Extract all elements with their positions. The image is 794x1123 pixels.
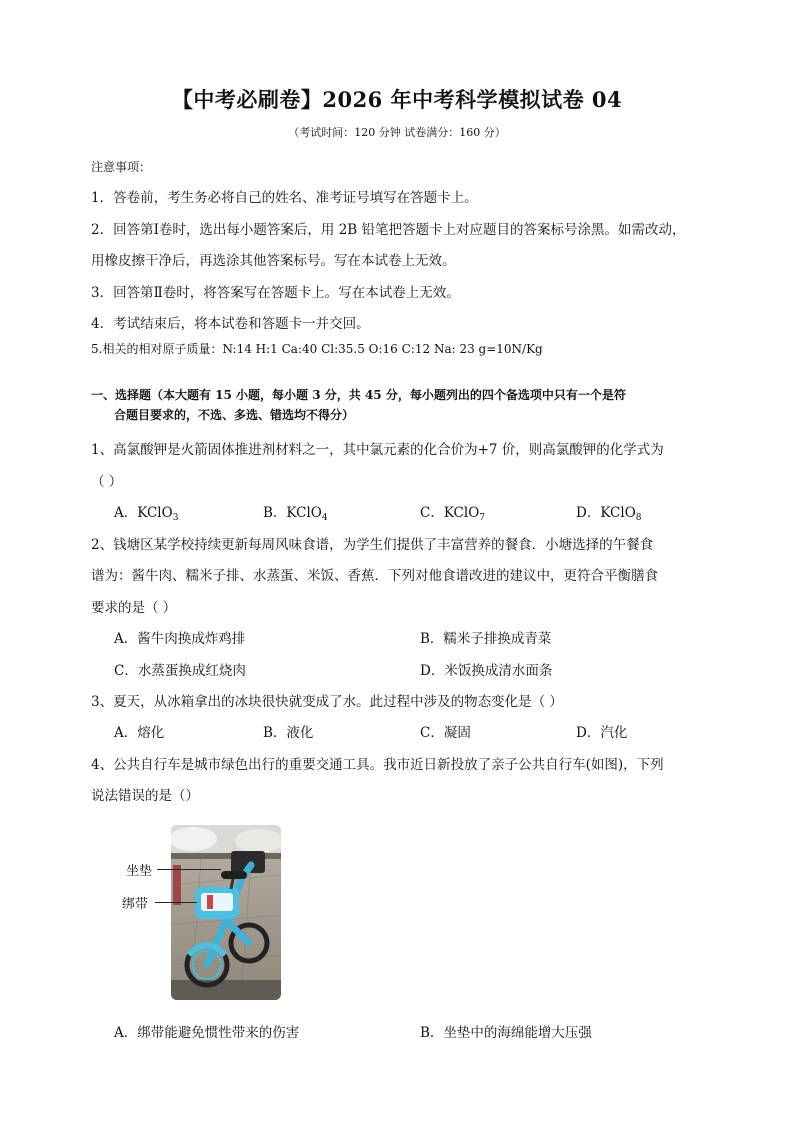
note-item: 3．回答第Ⅱ卷时，将答案写在答题卡上。写在本试卷上无效。 (91, 285, 460, 301)
bicycle-illustration (171, 825, 281, 1000)
question-4-cont: 说法错误的是（） (91, 788, 199, 804)
q2-option-c: C．水蒸蛋换成红烧肉 (114, 663, 246, 679)
question-3: 3、夏天，从冰箱拿出的冰块很快就变成了水。此过程中涉及的物态变化是（ ） (91, 694, 563, 710)
q3-option-a: A．熔化 (114, 725, 165, 741)
bicycle-photo (171, 825, 281, 1000)
strap-leader-line (155, 902, 197, 903)
q2-option-d: D．米饭换成清水面条 (420, 663, 553, 679)
question-4: 4、公共自行车是城市绿色出行的重要交通工具。我市近日新投放了亲子公共自行车(如图)，下列 (91, 757, 664, 773)
strap-label: 绑带 (122, 897, 149, 912)
note-item: 4．考试结束后，将本试卷和答题卡一并交回。 (91, 316, 370, 332)
note-item: 1．答卷前，考生务必将自己的姓名、准考证号填写在答题卡上。 (91, 190, 478, 206)
question-2-cont: 谱为：酱牛肉、糯米子排、水蒸蛋、米饭、香蕉．下列对他食谱改进的建议中，更符合平衡膳食 (91, 568, 658, 584)
question-2: 2、钱塘区某学校持续更新每周风味食谱，为学生们提供了丰富营养的餐食．小塘选择的午餐食 (91, 537, 654, 553)
seat-label: 坐垫 (126, 864, 153, 879)
q1-option-c: C．KClO$_7$ (420, 505, 486, 523)
exam-info: （考试时间：120 分钟 试卷满分：160 分） (288, 126, 506, 139)
notes-heading: 注意事项： (91, 160, 152, 174)
seat-leader-line (157, 869, 221, 870)
page-title: 【中考必刷卷】2026 年中考科学模拟试卷 04 (171, 87, 623, 112)
note-item: 2．回答第Ⅰ卷时，选出每小题答案后，用 2B 铅笔把答题卡上对应题目的答案标号涂黑。如需改动， (91, 222, 686, 238)
q1-option-d: D．KClO$_8$ (576, 505, 642, 523)
note-item: 用橡皮擦干净后，再选涂其他答案标号。写在本试卷上无效。 (91, 253, 456, 269)
section-heading: 一、选择题（本大题有 15 小题，每小题 3 分，共 45 分，每小题列出的四个备选项中只有一个是符 (91, 388, 626, 402)
q1-option-b: B．KClO$_4$ (263, 505, 328, 523)
question-1: 1、高氯酸钾是火箭固体推进剂材料之一，其中氯元素的化合价为+7 价，则高氯酸钾的化学式为 (91, 442, 664, 458)
q4-option-b: B．坐垫中的海绵能增大压强 (420, 1025, 592, 1041)
q1-option-a: A．KClO$_3$ (114, 505, 179, 523)
question-2-cont: 要求的是（ ） (91, 600, 177, 616)
q3-option-b: B．液化 (263, 725, 314, 741)
q3-option-d: D．汽化 (576, 725, 628, 741)
section-heading-cont: 合题目要求的，不选、多选、错选均不得分） (114, 408, 355, 422)
q2-option-a: A．酱牛肉换成炸鸡排 (114, 631, 246, 647)
q4-option-a: A．绑带能避免惯性带来的伤害 (114, 1025, 300, 1041)
q3-option-c: C．凝固 (420, 725, 471, 741)
q2-option-b: B．糯米子排换成青菜 (420, 631, 552, 647)
note-item: 5.相关的相对原子质量：N:14 H:1 Ca:40 Cl:35.5 O:16 C:12 Na: 23 g=10N/Kg (91, 342, 543, 356)
question-1-blank: （ ） (91, 474, 123, 490)
